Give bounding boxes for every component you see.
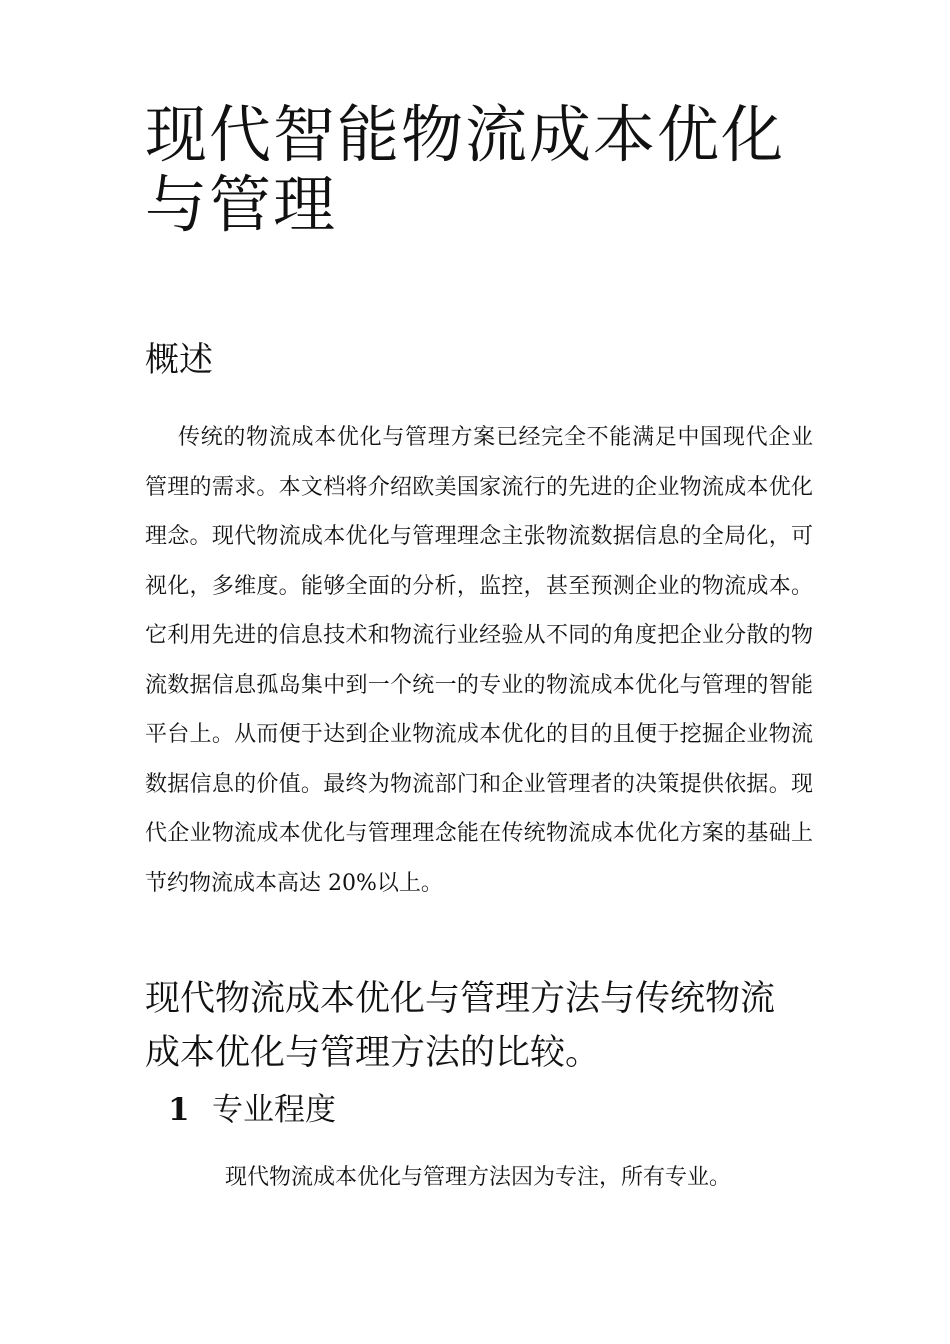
subsection-title: 专业程度 xyxy=(212,1092,336,1128)
subsection-paragraph: 现代物流成本优化与管理方法因为专注，所有专业。 xyxy=(225,1165,732,1190)
comparison-heading: 现代物流成本优化与管理方法与传统物流成本优化与管理方法的比较。 xyxy=(145,979,776,1073)
overview-paragraph: 传统的物流成本优化与管理方案已经完全不能满足中国现代企业管理的需求。本文档将介绍欧美国家流行的先进的企业物流成本优化理念。现代物流成本优化与管理理念主张物流数据信息的全局化，可视化，多维度。能够全面的分析，监控，甚至预测企业的物流成本。它利用先进的信息技术和物流行业经验从不同的角度把企业分散的物流数据信息孤岛集中到一个统一的专业的物流成本优化与管理的智能平台上。从而便于达到企业物流成本优化的目的且便于挖掘企业物流数据信息的价值。最终为物流部门和企业管理者的决策提供依据。现代企业物流成本优化与管理理念能在传统物流成本优化方案的基础上节约物流成本高达 20%以上。 xyxy=(145,425,813,896)
subsection-heading xyxy=(168,1090,336,1130)
subsection-number: 1 xyxy=(168,1092,190,1128)
document-title: 现代智能物流成本优化与管理 xyxy=(145,98,786,241)
overview-heading: 概述 xyxy=(145,340,213,380)
